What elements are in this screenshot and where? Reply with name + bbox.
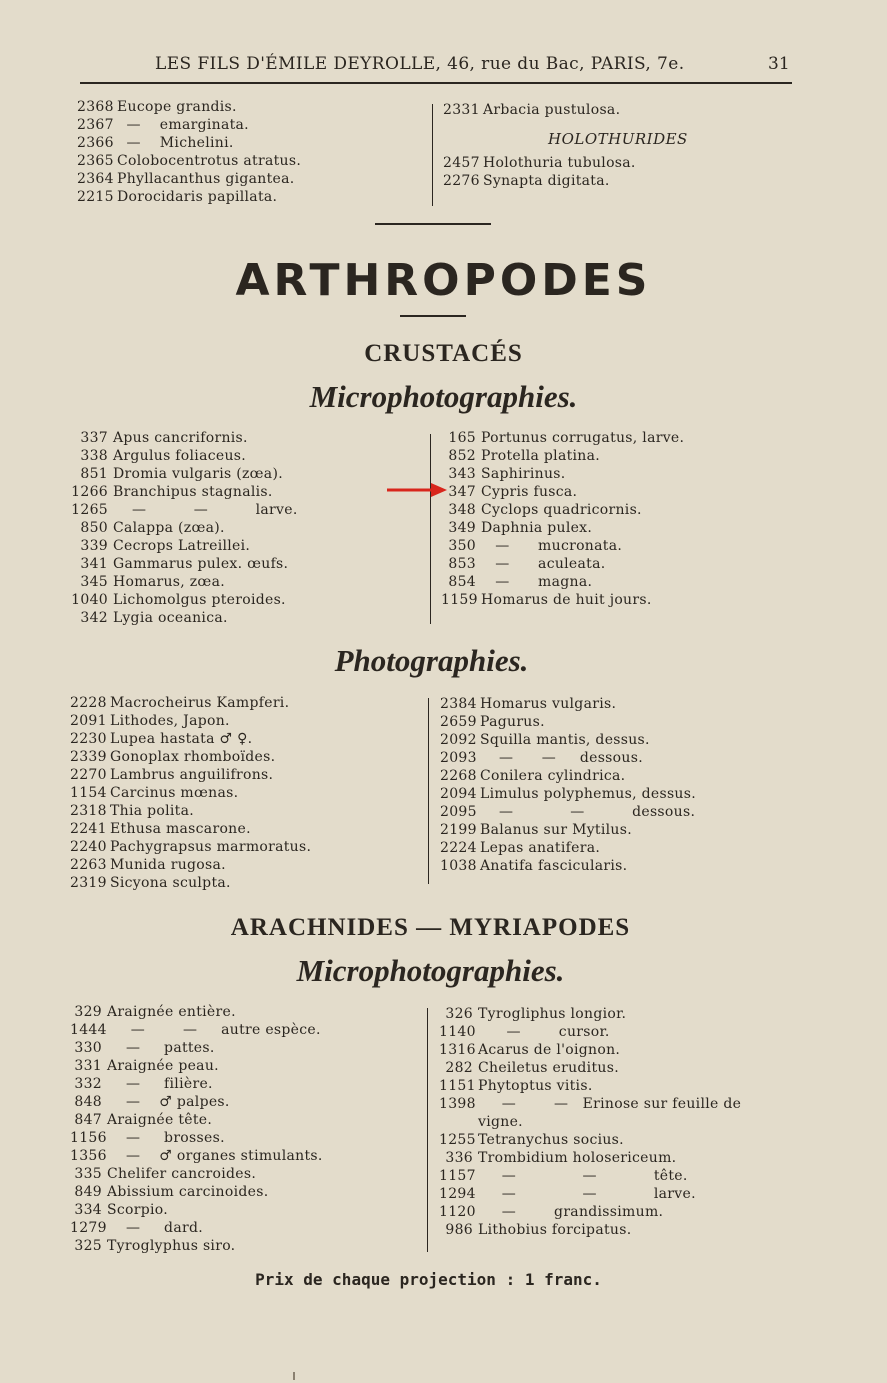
item-description: — mucronata.: [481, 538, 623, 554]
item-description: Apus cancrifornis.: [113, 430, 248, 446]
catalog-number: 2241: [70, 821, 107, 837]
catalog-number: 2263: [70, 857, 107, 873]
item-description: Squilla mantis, dessus.: [480, 732, 650, 748]
catalog-number: 2092: [440, 732, 477, 748]
column-divider: [432, 104, 433, 206]
item-description: vigne.: [478, 1114, 523, 1130]
item-description: — ♂ organes stimulants.: [107, 1148, 323, 1164]
catalog-number: 1140: [439, 1024, 476, 1040]
item-description: — grandissimum.: [478, 1204, 664, 1220]
list-item: [70, 1111, 323, 1129]
column-divider: [427, 1008, 428, 1252]
catalog-number: 350: [448, 538, 476, 554]
catalog-number: 345: [80, 574, 108, 590]
crustaces-photo-heading: Photographies.: [334, 643, 529, 678]
list-item: [439, 1221, 741, 1239]
catalog-number: 2228: [70, 695, 107, 711]
list-item: [439, 1059, 741, 1077]
catalog-number: 850: [80, 520, 108, 536]
catalog-number: 330: [74, 1040, 102, 1056]
list-item: [70, 1003, 323, 1021]
catalog-number: 2240: [70, 839, 107, 855]
item-description: Acarus de l'oignon.: [478, 1042, 621, 1058]
catalog-number: 2094: [440, 786, 477, 802]
separator-rule: [375, 223, 491, 225]
list-item: [439, 1167, 741, 1185]
list-item: [441, 537, 684, 555]
item-description: Homarus de huit jours.: [481, 592, 652, 608]
catalog-number: 2199: [440, 822, 477, 838]
print-mark: [293, 1372, 295, 1380]
item-description: Synapta digitata.: [483, 173, 610, 189]
item-description: Trombidium holosericeum.: [478, 1150, 677, 1166]
catalog-number: 2331: [443, 102, 480, 118]
price-note: Prix de chaque projection : 1 franc.: [255, 1270, 602, 1289]
list-item: [441, 429, 684, 447]
red-arrow-icon: [385, 482, 447, 498]
list-item: [441, 573, 684, 591]
catalog-number: 1120: [439, 1204, 476, 1220]
item-description: Holothuria tubulosa.: [483, 155, 636, 171]
crustaces-micro-left-list: [70, 429, 298, 627]
list-item: [70, 483, 298, 501]
catalog-number: 986: [445, 1222, 473, 1238]
catalog-number: 854: [448, 574, 476, 590]
catalog-number: 349: [448, 520, 476, 536]
crustaces-heading: CRUSTACÉS: [364, 340, 523, 367]
item-description: — magna.: [481, 574, 593, 590]
list-item: [70, 1021, 323, 1039]
list-item: [70, 748, 311, 766]
catalog-number: 1266: [71, 484, 108, 500]
item-description: — pattes.: [107, 1040, 215, 1056]
arachnides-left-list: [70, 1003, 323, 1255]
catalog-number: 2268: [440, 768, 477, 784]
list-item: [440, 731, 696, 749]
item-description: Macrocheirus Kampferi.: [110, 695, 290, 711]
catalog-number: 337: [80, 430, 108, 446]
list-item: [440, 785, 696, 803]
arachnides-heading: ARACHNIDES — MYRIAPODES: [230, 914, 631, 941]
item-description: — — autre espèce.: [107, 1022, 321, 1038]
list-item: [70, 429, 298, 447]
catalog-number: 2276: [443, 173, 480, 189]
item-description: — — Erinose sur feuille de: [478, 1096, 742, 1112]
item-description: Phytoptus vitis.: [478, 1078, 593, 1094]
holothurides-list: [443, 154, 636, 190]
catalog-number: 2659: [440, 714, 477, 730]
list-item: [441, 501, 684, 519]
item-description: Branchipus stagnalis.: [113, 484, 273, 500]
list-item: [440, 839, 696, 857]
catalog-number: 2367: [77, 117, 114, 133]
list-item: [70, 838, 311, 856]
catalog-number: 343: [448, 466, 476, 482]
item-description: Calappa (zœa).: [113, 520, 225, 536]
list-item: [439, 1095, 741, 1113]
list-item: [70, 537, 298, 555]
catalog-number: 2095: [440, 804, 477, 820]
catalog-number: 335: [74, 1166, 102, 1182]
list-item: [441, 483, 684, 501]
list-item: [441, 447, 684, 465]
item-description: Tyrogliphus longior.: [478, 1006, 627, 1022]
catalog-number: 331: [74, 1058, 102, 1074]
item-description: Tetranychus socius.: [478, 1132, 624, 1148]
arachnides-right-list: [439, 1005, 741, 1239]
item-description: — dard.: [107, 1220, 203, 1236]
catalog-number: 1444: [70, 1022, 107, 1038]
catalog-number: 2365: [77, 153, 114, 169]
catalog-number: 2230: [70, 731, 107, 747]
item-description: Cypris fusca.: [481, 484, 578, 500]
catalog-number: 853: [448, 556, 476, 572]
catalog-number: 1398: [439, 1096, 476, 1112]
list-item: [440, 803, 696, 821]
list-item: [70, 874, 311, 892]
item-description: Tyroglyphus siro.: [107, 1238, 236, 1254]
catalog-number: 342: [80, 610, 108, 626]
item-description: Anatifa fascicularis.: [480, 858, 628, 874]
catalog-number: 2224: [440, 840, 477, 856]
item-description: Munida rugosa.: [110, 857, 226, 873]
item-description: Balanus sur Mytilus.: [480, 822, 632, 838]
holothurides-heading: HOLOTHURIDES: [548, 130, 688, 148]
catalog-number: 334: [74, 1202, 102, 1218]
list-item: [443, 172, 636, 190]
item-description: Dromia vulgaris (zœa).: [113, 466, 283, 482]
item-description: Cyclops quadricornis.: [481, 502, 642, 518]
catalog-number: 332: [74, 1076, 102, 1092]
item-description: Argulus foliaceus.: [113, 448, 246, 464]
list-item: [77, 152, 301, 170]
list-item: [70, 766, 311, 784]
list-item: [441, 591, 684, 609]
item-description: Lygia oceanica.: [113, 610, 228, 626]
catalog-number: 347: [448, 484, 476, 500]
list-item: [70, 1057, 323, 1075]
item-description: Ethusa mascarone.: [110, 821, 251, 837]
list-item: [70, 573, 298, 591]
list-item: [70, 694, 311, 712]
catalog-number: 1154: [70, 785, 107, 801]
item-description: Cheiletus eruditus.: [478, 1060, 619, 1076]
column-divider: [428, 698, 429, 884]
item-description: Araignée entière.: [107, 1004, 236, 1020]
catalog-number: 1156: [70, 1130, 107, 1146]
catalog-number: 2270: [70, 767, 107, 783]
catalog-number: 2457: [443, 155, 480, 171]
page-number: 31: [768, 54, 790, 74]
list-item: [441, 555, 684, 573]
list-item: [70, 501, 298, 519]
title-underline: [400, 315, 466, 317]
catalog-number: 282: [445, 1060, 473, 1076]
list-item: [70, 447, 298, 465]
list-item: [441, 465, 684, 483]
catalog-number: 1038: [440, 858, 477, 874]
list-item: [70, 609, 298, 627]
list-item: [439, 1113, 741, 1131]
list-item: [70, 1183, 323, 1201]
list-item: [441, 519, 684, 537]
item-description: — ♂ palpes.: [107, 1094, 230, 1110]
item-description: Homarus, zœa.: [113, 574, 225, 590]
catalog-number: 2215: [77, 189, 114, 205]
list-item: [70, 802, 311, 820]
list-item: [439, 1077, 741, 1095]
catalog-number: 336: [445, 1150, 473, 1166]
list-item: [70, 856, 311, 874]
list-item: [70, 1165, 323, 1183]
list-item: [440, 749, 696, 767]
list-item: [439, 1041, 741, 1059]
item-description: — filière.: [107, 1076, 213, 1092]
list-item: [443, 101, 620, 119]
list-item: [70, 730, 311, 748]
catalog-number: 2093: [440, 750, 477, 766]
crustaces-micro-right-list: [441, 429, 684, 609]
catalog-number: 852: [448, 448, 476, 464]
catalog-number: 329: [74, 1004, 102, 1020]
item-description: Carcinus mœnas.: [110, 785, 239, 801]
list-item: [70, 465, 298, 483]
list-item: [439, 1005, 741, 1023]
item-description: — Michelini.: [117, 135, 234, 151]
item-description: Chelifer cancroides.: [107, 1166, 257, 1182]
catalog-number: 2318: [70, 803, 107, 819]
section-title: ARTHROPODES: [235, 255, 652, 306]
item-description: Limulus polyphemus, dessus.: [480, 786, 696, 802]
list-item: [77, 188, 301, 206]
catalog-number: 1255: [439, 1132, 476, 1148]
item-description: — — dessous.: [480, 804, 696, 820]
item-description: Araignée peau.: [107, 1058, 219, 1074]
item-description: — emarginata.: [117, 117, 249, 133]
item-description: Pachygrapsus marmoratus.: [110, 839, 312, 855]
list-item: [70, 591, 298, 609]
catalog-number: 848: [74, 1094, 102, 1110]
catalog-number: 1294: [439, 1186, 476, 1202]
list-item: [439, 1185, 741, 1203]
item-description: Lithodes, Japon.: [110, 713, 230, 729]
crustaces-photo-right-list: [440, 695, 696, 875]
running-title: LES FILS D'ÉMILE DEYROLLE, 46, rue du Bac, PARIS, 7e.: [155, 54, 685, 74]
list-item: [77, 170, 301, 188]
item-description: Protella platina.: [481, 448, 601, 464]
catalog-number: 1356: [70, 1148, 107, 1164]
item-description: Homarus vulgaris.: [480, 696, 617, 712]
catalog-number: 1279: [70, 1220, 107, 1236]
list-item: [70, 712, 311, 730]
column-divider: [430, 434, 431, 624]
list-item: [70, 1093, 323, 1111]
item-description: — — larve.: [478, 1186, 696, 1202]
item-description: Lithobius forcipatus.: [478, 1222, 632, 1238]
list-item: [70, 1147, 323, 1165]
item-description: Lambrus anguilifrons.: [110, 767, 274, 783]
catalog-number: 2339: [70, 749, 107, 765]
list-item: [77, 134, 301, 152]
list-item: [439, 1131, 741, 1149]
header-rule: [80, 82, 792, 84]
item-description: Lupea hastata ♂ ♀.: [110, 731, 253, 747]
list-item: [439, 1023, 741, 1041]
list-item: [440, 857, 696, 875]
crustaces-photo-left-list: [70, 694, 311, 892]
catalog-number: 348: [448, 502, 476, 518]
top-left-list: [77, 98, 301, 206]
item-description: Colobocentrotus atratus.: [117, 153, 302, 169]
list-item: [439, 1149, 741, 1167]
catalog-number: 2364: [77, 171, 114, 187]
catalog-number: 165: [448, 430, 476, 446]
item-description: Phyllacanthus gigantea.: [117, 171, 295, 187]
list-item: [443, 154, 636, 172]
list-item: [439, 1203, 741, 1221]
item-description: Conilera cylindrica.: [480, 768, 626, 784]
item-description: Araignée tête.: [107, 1112, 213, 1128]
item-description: Cecrops Latreillei.: [113, 538, 251, 554]
list-item: [70, 1039, 323, 1057]
catalog-number: 1265: [71, 502, 108, 518]
list-item: [70, 1237, 323, 1255]
item-description: Daphnia pulex.: [481, 520, 593, 536]
item-description: Arbacia pustulosa.: [483, 102, 621, 118]
item-description: — cursor.: [478, 1024, 610, 1040]
list-item: [440, 821, 696, 839]
item-description: — — tête.: [478, 1168, 688, 1184]
catalog-number: 1040: [71, 592, 108, 608]
item-description: Gonoplax rhomboïdes.: [110, 749, 276, 765]
item-description: Pagurus.: [480, 714, 545, 730]
list-item: [440, 767, 696, 785]
list-item: [440, 695, 696, 713]
item-description: Sicyona sculpta.: [110, 875, 231, 891]
catalog-number: 2319: [70, 875, 107, 891]
item-description: Lepas anatifera.: [480, 840, 601, 856]
catalog-number: 325: [74, 1238, 102, 1254]
list-item: [70, 1201, 323, 1219]
list-item: [70, 784, 311, 802]
catalog-number: 338: [80, 448, 108, 464]
item-description: Gammarus pulex. œufs.: [113, 556, 289, 572]
list-item: [70, 1129, 323, 1147]
catalog-number: 847: [74, 1112, 102, 1128]
catalog-number: 2366: [77, 135, 114, 151]
list-item: [70, 555, 298, 573]
crustaces-micro-heading: Microphotographies.: [309, 379, 578, 414]
list-item: [70, 1075, 323, 1093]
item-description: — — larve.: [113, 502, 298, 518]
list-item: [440, 713, 696, 731]
item-description: — brosses.: [107, 1130, 225, 1146]
item-description: Thia polita.: [110, 803, 194, 819]
item-description: Abissium carcinoides.: [107, 1184, 269, 1200]
item-description: Lichomolgus pteroides.: [113, 592, 286, 608]
list-item: [77, 116, 301, 134]
catalog-number: 341: [80, 556, 108, 572]
catalog-number: 2091: [70, 713, 107, 729]
item-description: Saphirinus.: [481, 466, 566, 482]
list-item: [70, 820, 311, 838]
item-description: Eucope grandis.: [117, 99, 237, 115]
catalog-number: 1316: [439, 1042, 476, 1058]
item-description: — — dessous.: [480, 750, 643, 766]
catalog-number: 2368: [77, 99, 114, 115]
catalog-number: 851: [80, 466, 108, 482]
list-item: [70, 519, 298, 537]
catalog-number: 1159: [441, 592, 478, 608]
catalog-number: 1151: [439, 1078, 476, 1094]
catalog-number: 326: [445, 1006, 473, 1022]
catalog-number: 849: [74, 1184, 102, 1200]
catalog-number: 339: [80, 538, 108, 554]
list-item: [77, 98, 301, 116]
catalog-number: 2384: [440, 696, 477, 712]
item-description: Dorocidaris papillata.: [117, 189, 278, 205]
item-description: Portunus corrugatus, larve.: [481, 430, 685, 446]
item-description: Scorpio.: [107, 1202, 169, 1218]
top-right-list: [443, 101, 620, 119]
item-description: — aculeata.: [481, 556, 606, 572]
arachnides-micro-heading: Microphotographies.: [296, 953, 565, 988]
list-item: [70, 1219, 323, 1237]
catalog-number: 1157: [439, 1168, 476, 1184]
